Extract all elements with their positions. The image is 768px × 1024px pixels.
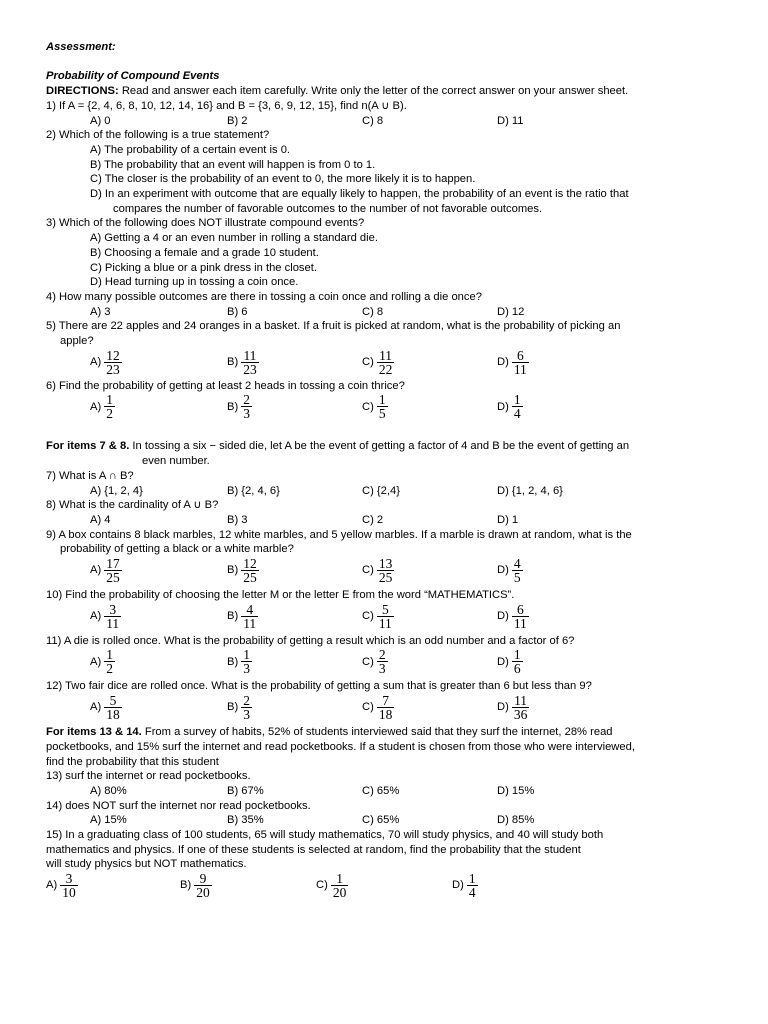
items-13-14-instructions: For items 13 & 14. From a survey of habits, 52% of students interviewed said that they surf the internet, 28% read (46, 726, 613, 739)
option-d: D) In an experiment with outcome that are equally likely to happen, the probability of an event is the ratio that (90, 188, 629, 200)
fraction: $\frac{7}{18}$ (378, 693, 393, 723)
option-a: A) 0 (90, 114, 111, 127)
fraction: $\frac{11}{36}$ (513, 693, 528, 723)
question-3: 3) Which of the following does NOT illustrate compound events? (46, 217, 365, 230)
option-d: D) $\frac{11}{36}$ (497, 693, 528, 723)
option-a: A) 4 (90, 513, 111, 526)
question-11: 11) A die is rolled once. What is the probability of getting a result which is an odd number and a factor of 6? (46, 634, 575, 647)
option-d: D) $\frac{1}{4}$ (497, 392, 521, 422)
fraction: $\frac{6}{11}$ (513, 601, 527, 631)
option-b: B) 2 (227, 114, 248, 127)
items-13-14-continued: pocketbooks, and 15% surf the internet and read pocketbooks. If a student is chosen from those who were interviewed, (46, 740, 635, 753)
question-4-options (46, 305, 736, 320)
question-7: 7) What is A ∩ B? (46, 469, 134, 482)
option-b: B) $\frac{1}{3}$ (227, 647, 250, 677)
question-15-continued: will study physics but NOT mathematics. (46, 858, 247, 871)
fraction: $\frac{3}{11}$ (106, 601, 120, 631)
option-a: A) The probability of a certain event is 0. (90, 143, 291, 156)
option-b: B) $\frac{4}{11}$ (227, 601, 257, 631)
directions (46, 84, 736, 99)
items-7-8-instructions: For items 7 & 8. In tossing a six − sided die, let A be the event of getting a factor of 4 and B be the event of getting an (46, 440, 630, 453)
section-title: Probability of Compound Events (46, 70, 220, 83)
option-c: C) 2 (362, 513, 384, 526)
option-b: B) $\frac{2}{3}$ (227, 392, 250, 422)
option-b: B) {2, 4, 6} (227, 484, 280, 497)
option-b: B) The probability that an event will happen is from 0 to 1. (90, 158, 376, 171)
option-c: C) $\frac{1}{5}$ (362, 392, 386, 422)
option-d: D) $\frac{6}{11}$ (497, 347, 527, 377)
question-1-options (46, 114, 736, 129)
question-8-options (46, 513, 736, 528)
option-c: C) The closer is the probability of an event to 0, the more likely it is to happen. (90, 173, 476, 186)
question-2: 2) Which of the following is a true statement? (46, 129, 270, 142)
fraction: $\frac{2}{3}$ (243, 392, 250, 422)
question-1: 1) If A = {2, 4, 6, 8, 10, 12, 14, 16} and B = {3, 6, 9, 12, 15}, find n(A ∪ B). (46, 99, 407, 112)
option-b: B) $\frac{12}{25}$ (227, 556, 257, 586)
option-c: C) Picking a blue or a pink dress in the closet. (90, 261, 317, 274)
question-15: 15) In a graduating class of 100 students, 65 will study mathematics, 70 will study physics, and 40 will study both (46, 829, 604, 842)
option-a: A) {1, 2, 4} (90, 484, 143, 497)
option-b: B) 6 (227, 305, 248, 318)
assessment-page (46, 40, 736, 903)
items-13-14-continued: find the probability that this student (46, 755, 219, 768)
question-12: 12) Two fair dice are rolled once. What is the probability of getting a sum that is greater than 6 but less than 9? (46, 680, 592, 693)
fraction: $\frac{1}{3}$ (243, 647, 250, 677)
option-b: B) $\frac{2}{3}$ (227, 693, 250, 723)
page-title: Assessment: (46, 41, 116, 53)
option-d: D) 12 (497, 305, 525, 318)
question-14-options (46, 813, 736, 828)
fraction: $\frac{4}{11}$ (243, 601, 257, 631)
fraction: $\frac{11}{23}$ (243, 347, 257, 377)
fraction: $\frac{1}{4}$ (468, 871, 476, 901)
question-6: 6) Find the probability of getting at least 2 heads in tossing a coin thrice? (46, 379, 405, 392)
question-6-options (46, 393, 736, 427)
fraction: $\frac{2}{3}$ (243, 693, 250, 723)
option-c: C) {2,4} (362, 484, 400, 497)
option-d: D) 15% (497, 784, 535, 797)
option-c: C) $\frac{2}{3}$ (362, 647, 386, 677)
fraction: $\frac{1}{20}$ (332, 871, 347, 901)
option-a: A) $\frac{5}{18}$ (90, 693, 120, 723)
items-7-8-continued: even number. (142, 455, 210, 468)
fraction: $\frac{12}{25}$ (243, 556, 257, 586)
option-a: A) $\frac{1}{2}$ (90, 647, 113, 677)
question-9: 9) A box contains 8 black marbles, 12 white marbles, and 5 yellow marbles. If a marble is drawn at random, what is the (46, 528, 632, 541)
option-c: C) 65% (362, 784, 400, 797)
question-13-options (46, 784, 736, 799)
option-d: D) $\frac{4}{5}$ (497, 556, 521, 586)
option-c: C) $\frac{7}{18}$ (362, 693, 393, 723)
fraction: $\frac{9}{20}$ (196, 871, 210, 901)
option-b: B) 3 (227, 513, 248, 526)
question-5-options (46, 349, 736, 379)
option-a: A) $\frac{17}{25}$ (90, 556, 120, 586)
question-15-options (46, 872, 736, 903)
fraction: $\frac{3}{10}$ (62, 871, 76, 901)
option-b: B) Choosing a female and a grade 10 student. (90, 246, 319, 259)
option-a: A) 3 (90, 305, 111, 318)
fraction: $\frac{1}{5}$ (378, 392, 386, 422)
question-10: 10) Find the probability of choosing the letter M or the letter E from the word “MATHEMATICS”. (46, 589, 515, 602)
option-a: A) 80% (90, 784, 127, 797)
directions-label: DIRECTIONS: (46, 85, 119, 98)
option-c: C) $\frac{13}{25}$ (362, 556, 393, 586)
fraction: $\frac{11}{22}$ (378, 347, 393, 377)
fraction: $\frac{4}{5}$ (513, 556, 521, 586)
option-c: C) $\frac{5}{11}$ (362, 601, 392, 631)
question-5-continued: apple? (60, 335, 94, 348)
option-d: D) {1, 2, 4, 6} (497, 484, 563, 497)
option-c: C) 8 (362, 305, 384, 318)
fraction: $\frac{1}{4}$ (513, 392, 521, 422)
fraction: $\frac{13}{25}$ (378, 556, 393, 586)
question-15-continued: mathematics and physics. If one of these students is selected at random, find the probability that the student (46, 843, 581, 856)
option-c: C) $\frac{1}{20}$ (316, 871, 347, 901)
option-c: C) 65% (362, 814, 400, 827)
directions-text: Read and answer each item carefully. Write only the letter of the correct answer on your answer sheet. (118, 85, 629, 98)
fraction: $\frac{17}{25}$ (106, 556, 120, 586)
option-b: B) $\frac{9}{20}$ (180, 871, 210, 901)
question-11-options (46, 648, 736, 679)
option-d: D) 1 (497, 513, 519, 526)
option-a: A) $\frac{1}{2}$ (90, 392, 113, 422)
question-7-options (46, 484, 736, 499)
option-a: A) 15% (90, 814, 127, 827)
question-12-options (46, 694, 736, 725)
question-9-options (46, 557, 736, 588)
option-d: D) $\frac{1}{6}$ (497, 647, 521, 677)
question-8: 8) What is the cardinality of A ∪ B? (46, 499, 219, 512)
option-d: D) 11 (497, 114, 524, 127)
option-b: B) 67% (227, 784, 264, 797)
option-d: D) $\frac{1}{4}$ (452, 871, 476, 901)
question-13: 13) surf the internet or read pocketbooks. (46, 770, 251, 783)
fraction: $\frac{1}{6}$ (513, 647, 521, 677)
option-b: B) 35% (227, 814, 264, 827)
option-a: A) $\frac{12}{23}$ (90, 347, 120, 377)
fraction: $\frac{1}{2}$ (106, 392, 113, 422)
question-14: 14) does NOT surf the internet nor read pocketbooks. (46, 799, 311, 812)
option-d: D) $\frac{6}{11}$ (497, 601, 527, 631)
fraction: $\frac{5}{18}$ (106, 693, 120, 723)
option-c: C) $\frac{11}{22}$ (362, 347, 393, 377)
question-5: 5) There are 22 apples and 24 oranges in a basket. If a fruit is picked at random, what is the probability of picking an (46, 320, 621, 333)
option-a: A) Getting a 4 or an even number in rolling a standard die. (90, 232, 378, 245)
fraction: $\frac{6}{11}$ (513, 347, 527, 377)
question-9-continued: probability of getting a black or a white marble? (60, 543, 294, 556)
option-d: D) 85% (497, 814, 535, 827)
option-a: A) $\frac{3}{11}$ (90, 601, 120, 631)
option-b: B) $\frac{11}{23}$ (227, 347, 257, 377)
option-a: A) $\frac{3}{10}$ (46, 871, 76, 901)
fraction: $\frac{1}{2}$ (106, 647, 113, 677)
option-d-continued: compares the number of favorable outcomes to the number of not favorable outcomes. (113, 202, 543, 215)
option-c: C) 8 (362, 114, 384, 127)
fraction: $\frac{2}{3}$ (378, 647, 386, 677)
fraction: $\frac{5}{11}$ (378, 601, 392, 631)
question-10-options (46, 603, 736, 634)
option-d: D) Head turning up in tossing a coin once. (90, 276, 299, 289)
fraction: $\frac{12}{23}$ (106, 347, 120, 377)
question-4: 4) How many possible outcomes are there in tossing a coin once and rolling a die once? (46, 290, 482, 303)
